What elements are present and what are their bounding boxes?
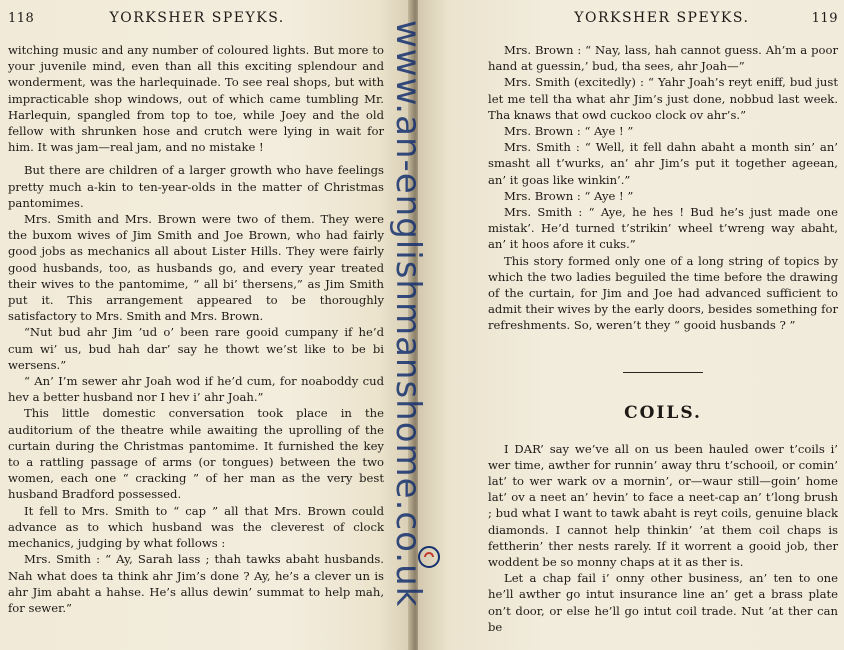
left-page [0,0,412,650]
running-title-left: YORKSHER SPEYKS. [109,10,285,26]
paragraph: “ An’ I’m sewer ahr Joah wod if he’d cum, for noaboddy cud hev a better husband nor I hev i’ ahr Joah.” [8,374,384,405]
paragraph: Mrs. Brown : “ Nay, lass, hah cannot guess. Ah’m a poor hand at guessin,’ bud, tha sees, ahr Joah—” [488,43,838,74]
paragraph: “Nut bud ahr Jim ’ud o’ been rare gooid cumpany if he’d cum wi’ us, bud hah dar’ say he thowt we’st like to be bi wersens.” [8,325,384,372]
paragraph: But there are children of a larger growth who have feelings pretty much a-kin to ten-year-olds in the matter of Christmas pantomimes. [8,163,384,210]
paragraph: witching music and any number of coloured lights. But more to your juvenile mind, even than all this exciting splendour and wonderment, was the harlequinade. To see real shops, but with impracticable shop windows, out of which came tumbling Mr. Harlequin, spangled from top to toe, while Joey and the old fellow with shrunken hose and crutch were lying in wait for him. It was jam—real jam, and no mistake ! [8,43,384,155]
paragraph: Mrs. Smith (excitedly) : “ Yahr Joah’s reyt eniff, bud just let me tell tha what ahr Jim’s just done, nobbud last week. Tha knaws that owd cuckoo clock ov ahr’s.” [488,75,838,122]
paragraph: Mrs. Smith : “ Ay, Sarah lass ; thah tawks abaht husbands. Nah what does ta think ahr Jim’s done ? Ay, he’s a clever un is ahr Jim abaht a hahse. He’s allus dewin’ summat to help mah, for sewer.” [8,552,384,615]
paragraph: Mrs. Smith : “ Aye, he hes ! Bud he’s just made one mistak’. He’d turned t’strikin’ wheel t’wreng way abaht, an’ it hoos afore it cuks.” [488,205,838,252]
paragraph: This story formed only one of a long string of topics by which the two ladies beguiled the time before the drawing of the curtain, for Jim and Joe had advanced sufficient to admit their wives by the early doors, besides something for refreshments. So, weren’t they “ gooid husbands ? ” [488,253,838,333]
watermark-text: www.an-englishmanshome.co.uk [388,20,428,608]
running-title-right: YORKSHER SPEYKS. [574,10,750,26]
page-number-left: 118 [8,11,35,26]
paragraph: It fell to Mrs. Smith to “ cap ” all that Mrs. Brown could advance as to which husband was the cleverest of clock mechanics, judging by what follows : [8,503,384,551]
paragraph: This little domestic conversation took place in the auditorium of the theatre while awaiting the uprolling of the curtain during the Christmas pantomime. It furnished the key to a rattling passage of arms (or tongues) between the two women, each one “ cracking ” of her man as the very best husband Bradford possessed. [8,406,384,502]
watermark-logo-icon [416,544,442,570]
paragraph: Mrs. Brown : “ Aye ! ” [504,188,634,203]
page-number-right: 119 [811,11,838,26]
running-head-right [488,10,838,30]
section-divider [623,372,703,373]
running-head-left [8,10,384,30]
paragraph: Let a chap fail i’ onny other business, an’ ten to one he’ll awther go intut insurance line an’ get a brass plate on’t door, or else he’ll go intut coil trade. Nut ’at ther can be [488,571,838,634]
right-page [418,0,844,650]
paragraph: I DAR’ say we’ve all on us been hauled ower t’coils i’ wer time, awther for runnin’ away thru t’schooil, or comin’ lat’ to wer wark ov a mornin’, or—waur still—goin’ home lat’ ov a neet an’ hevin’ to face a neet-cap an’ t’long brush ; bud what I want to tawk abaht is reyt coils, genuine black diamonds. I cannot help thinkin’ ’at them coil chaps is fettherin’ ther nests rarely. If it worrent a gooid job, ther woddent be so monny chaps at it as ther is. [488,441,838,570]
paragraph: Mrs. Smith and Mrs. Brown were two of them. They were the buxom wives of Jim Smith and Joe Brown, who had fairly good jobs as mechanics all about Lister Hills. They were fairly good husbands, too, as husbands go, and every year treated their wives to the pantomime, “ all bi’ thersens,” as Jim Smith put it. This arrangement appeared to be thoroughly satisfactory to Mrs. Smith and Mrs. Brown. [8,212,384,324]
section-title: COILS. [624,402,702,423]
paragraph: Mrs. Brown : “ Aye ! ” [504,124,634,139]
paragraph: Mrs. Smith : “ Well, it fell dahn abaht a month sin’ an’ smasht all t’wurks, an’ ahr Jim’s put it together ageean, an’ it goas like winkin’.” [488,140,838,187]
